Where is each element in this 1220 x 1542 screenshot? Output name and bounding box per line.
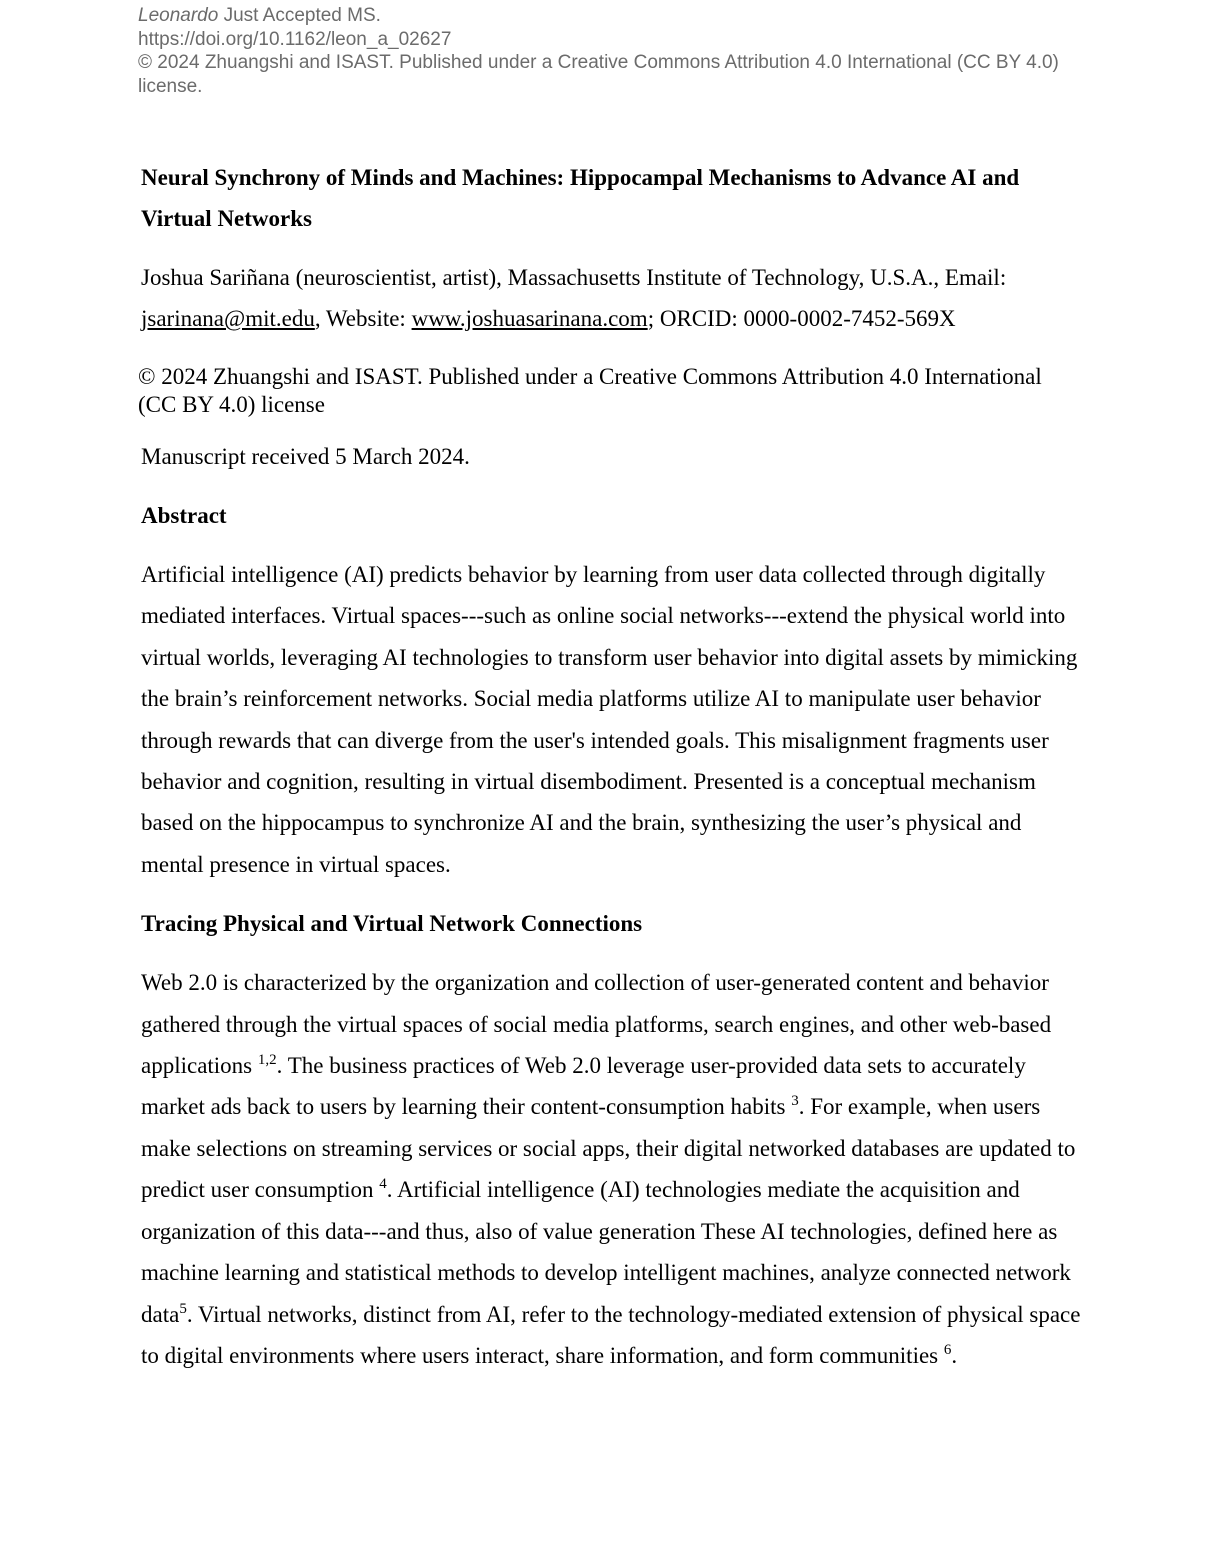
section-heading: Tracing Physical and Virtual Network Connections: [141, 911, 643, 937]
license-statement: © 2024 Zhuangshi and ISAST. Published under a Creative Commons Attribution 4.0 International (CC BY 4.0) license: [138, 364, 1042, 417]
header-copyright: © 2024 Zhuangshi and ISAST. Published under a Creative Commons Attribution 4.0 International (CC BY 4.0) license.: [138, 52, 1059, 97]
journal-header: [138, 4, 1088, 98]
article-title: Neural Synchrony of Minds and Machines: Hippocampal Mechanisms to Advance AI and Virtual Networks: [141, 165, 1020, 231]
journal-status-line: [138, 4, 1088, 28]
manuscript-received: Manuscript received 5 March 2024.: [141, 444, 470, 469]
author-orcid: ; ORCID: 0000-0002-7452-569X: [647, 306, 956, 331]
paragraph-text: . The business practices of Web 2.0 leverage user-provided data sets to accurately market ads back to users by learning their content-consumption habits: [141, 1053, 1026, 1120]
website-label: , Website:: [314, 306, 412, 331]
doi-line: https://doi.org/10.1162/leon_a_02627: [138, 28, 452, 50]
author-email-link[interactable]: jsarinana@mit.edu: [141, 306, 315, 331]
accepted-status: Just Accepted MS.: [218, 5, 381, 26]
citation-ref: 5: [179, 1300, 187, 1317]
author-website-link[interactable]: www.joshuasarinana.com: [411, 306, 648, 331]
paragraph-text: . For example, when users make selections on streaming services or social apps, their digital networked databases are updated to predict user consumption: [141, 1094, 1076, 1203]
author-affiliation: Joshua Sariñana (neuroscientist, artist), Massachusetts Institute of Technology, U.S.A., Email:: [141, 265, 1007, 290]
paragraph-text: . Artificial intelligence (AI) technologies mediate the acquisition and organization of this data---and thus, also of value generation These AI technologies, defined here as machine learning and statistical methods to develop intelligent machines, analyze connected network data: [141, 1177, 1071, 1327]
citation-ref: 1,2: [257, 1052, 277, 1069]
citation-ref: 6: [943, 1341, 952, 1358]
citation-ref: 3: [791, 1093, 799, 1110]
abstract-text: Artificial intelligence (AI) predicts behavior by learning from user data collected through digitally mediated interfaces. Virtual spaces---such as online social networks---extend the physical world into virtual worlds, leveraging AI technologies to transform user behavior into digital assets by mimicking the brain’s reinforcement networks. Social media platforms utilize AI to manipulate user behavior through rewards that can diverge from the user's intended goals. This misalignment fragments user behavior and cognition, resulting in virtual disembodiment. Presented is a conceptual mechanism based on the hippocampus to synchronize AI and the brain, synthesizing the user’s physical and mental presence in virtual spaces.: [141, 562, 1078, 877]
paragraph-text: Web 2.0 is characterized by the organization and collection of user-generated content and behavior gathered through the virtual spaces of social media platforms, search engines, and other web-based applications: [141, 970, 1052, 1079]
author-info: [141, 257, 1081, 339]
article-body: [138, 157, 1081, 1376]
journal-name: Leonardo: [138, 5, 219, 26]
abstract-heading: Abstract: [141, 503, 227, 528]
citation-ref: 4: [379, 1176, 387, 1193]
section-paragraph: [141, 962, 1081, 1376]
paragraph-text: .: [951, 1342, 958, 1368]
paragraph-text: . Virtual networks, distinct from AI, refer to the technology-mediated extension of physical space to digital environments where users interact, share information, and form communities: [141, 1301, 1081, 1368]
